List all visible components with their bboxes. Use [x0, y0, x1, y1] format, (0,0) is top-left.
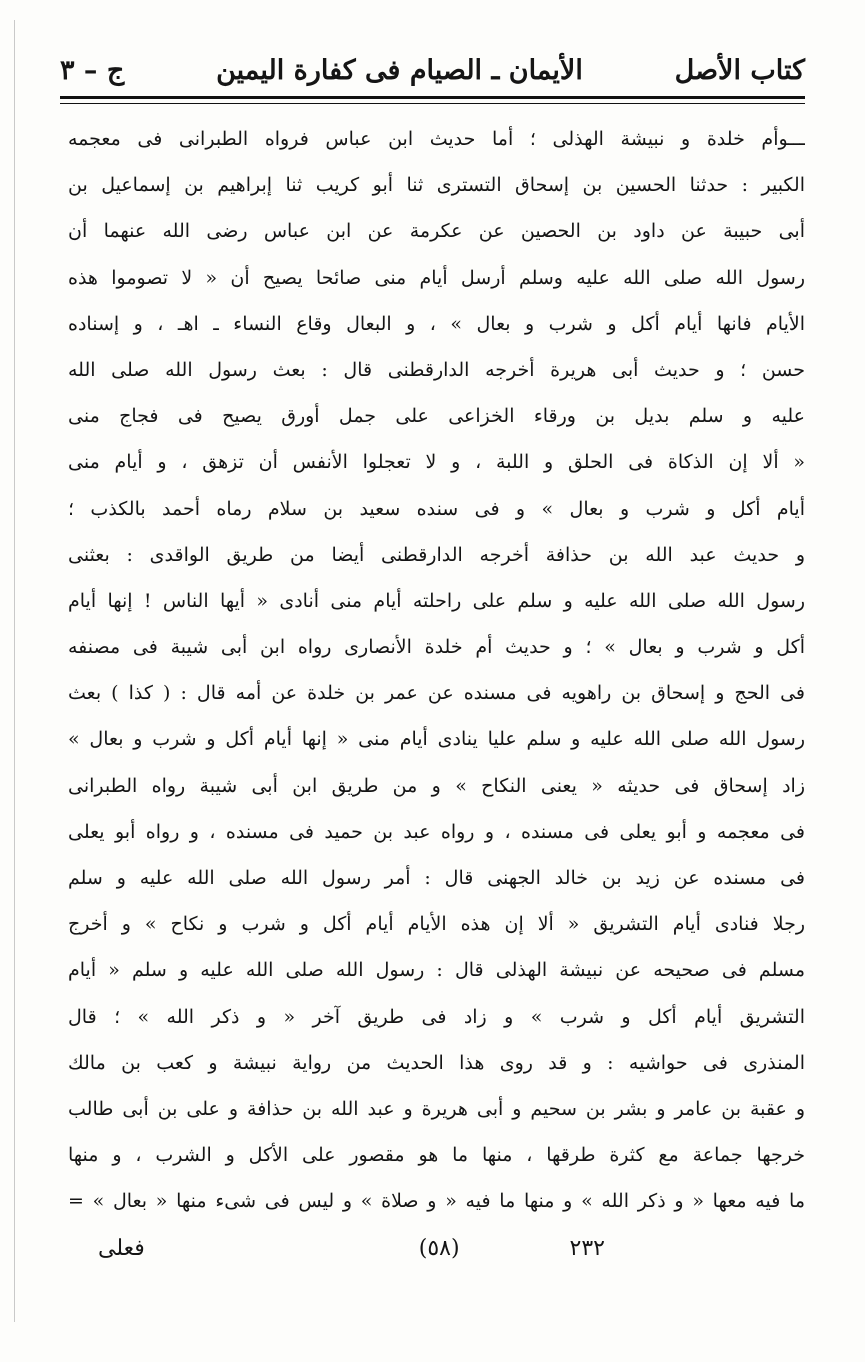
text-line: الأيام فانها أيام أكل و شرب و بعال » ، و البعال وقاع النساء ـ اهـ ، و إسناده — [68, 312, 805, 335]
text-line: فى الحج و إسحاق بن راهويه فى مسنده عن عمر بن خلدة عن أمه قال : ( كذا ) بعث — [68, 682, 805, 705]
text-line: زاد إسحاق فى حديثه « يعنى النكاح » و من طريق ابن أبى شيبة رواه الطبرانى — [68, 774, 805, 797]
text-line: فى معجمه و أبو يعلى فى مسنده ، و رواه عبد بن حميد فى مسنده ، و رواه أبو يعلى — [68, 820, 805, 843]
text-line: رسول الله صلى الله عليه و سلم على راحلته أيام منى أنادى « أيها الناس ! إنها أيام — [68, 589, 805, 612]
running-header — [60, 44, 805, 96]
text-line: أكل و شرب و بعال » ؛ و حديث أم خلدة الأنصارى رواه ابن أبى شيبة فى مصنفه — [68, 636, 805, 659]
text-line: التشريق أيام أكل و شرب » و زاد فى طريق آخر « و ذكر الله » ؛ قال — [68, 1005, 805, 1028]
header-rule-thin — [60, 103, 805, 104]
text-line: رسول الله صلى الله عليه و سلم عليا ينادى أيام منى « إنها أيام أكل و شرب و بعال » — [68, 728, 805, 751]
text-line: المنذرى فى حواشيه : و قد روى هذا الحديث من رواية نبيشة و كعب بن مالك — [68, 1051, 805, 1074]
header-book-title: كتاب الأصل — [674, 54, 805, 86]
text-line: ـــوأم خلدة و نبيشة الهذلى ؛ أما حديث ابن عباس فرواه الطبرانى فى معجمه — [68, 128, 805, 150]
text-line: خرجها جماعة مع كثرة طرقها ، منها ما هو مقصور على الأكل و الشرب ، و منها — [68, 1144, 805, 1167]
page-footer — [60, 1228, 805, 1268]
signature-mark: (٥٨) — [418, 1235, 460, 1261]
text-line: أبى حبيبة عن داود بن الحصين عن عكرمة عن ابن عباس رضى الله عنهما أن — [68, 220, 805, 243]
text-line: حسن ؛ و حديث أبى هريرة أخرجه الدارقطنى قال : بعث رسول الله صلى الله — [68, 358, 805, 381]
text-line: رسول الله صلى الله عليه وسلم أرسل أيام منى صائحا يصيح أن « لا تصوموا هذه — [68, 266, 805, 289]
text-line: فى مسنده عن زيد بن خالد الجهنى قال : أمر رسول الله صلى الله عليه و سلم — [68, 867, 805, 889]
page-number: ٢٣٢ — [569, 1235, 605, 1261]
catchword: فعلى — [98, 1235, 145, 1261]
text-line: مسلم فى صحيحه عن نبيشة الهذلى قال : رسول الله صلى الله عليه و سلم « أيام — [68, 959, 805, 982]
text-line: « ألا إن الذكاة فى الحلق و اللبة ، و لا تعجلوا الأنفس أن تزهق ، و أيام منى — [68, 451, 805, 474]
page-body-text — [68, 116, 805, 1225]
header-rule-thick — [60, 96, 805, 99]
header-section-title: الأيمان ـ الصيام فى كفارة اليمين — [216, 54, 583, 86]
text-line: ما فيه معها « و ذكر الله » و منها ما فيه « و صلاة » و ليس فى شىء منها « بعال » = — [68, 1190, 805, 1213]
text-line: عليه و سلم بديل بن ورقاء الخزاعى على جمل أورق يصيح فى فجاج منى — [68, 405, 805, 428]
text-line: رجلا فنادى أيام التشريق « ألا إن هذه الأيام أيام أكل و شرب و نكاح » و أخرج — [68, 913, 805, 936]
text-line: و حديث عبد الله بن حذافة أخرجه الدارقطنى أيضا من طريق الواقدى : بعثنى — [68, 543, 805, 566]
text-line: أيام أكل و شرب و بعال » و فى سنده سعيد بن سلام رماه أحمد بالكذب ؛ — [68, 497, 805, 520]
text-line: الكبير : حدثنا الحسين بن إسحاق التسترى ثنا أبو كريب ثنا إبراهيم بن إسماعيل بن — [68, 174, 805, 197]
header-volume: ج – ٣ — [60, 54, 125, 86]
page-edge-line — [14, 20, 15, 1322]
text-line: و عقبة بن عامر و بشر بن سحيم و أبى هريرة و عبد الله بن حذافة و على بن أبى طالب — [68, 1097, 805, 1120]
